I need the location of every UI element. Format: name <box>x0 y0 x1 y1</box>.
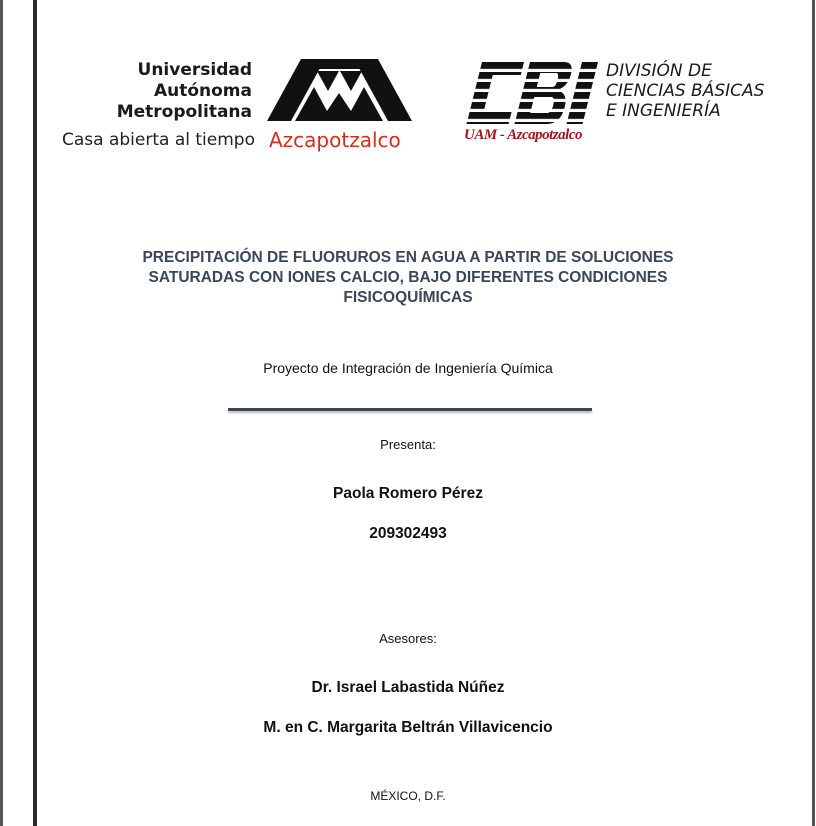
location-label: MÉXICO, D.F. <box>370 789 446 803</box>
advisor-name: M. en C. Margarita Beltrán Villavicencio <box>263 719 553 736</box>
cbi-logo <box>462 57 782 157</box>
advisors-label: Asesores: <box>379 631 437 646</box>
uam-emblem-icon <box>267 59 412 121</box>
page-frame-right-line <box>812 0 815 826</box>
section-divider <box>228 408 592 411</box>
uam-campus-name: Azcapotzalco <box>269 128 401 152</box>
student-id: 209302493 <box>369 525 447 542</box>
cbi-division-name <box>606 61 764 121</box>
thesis-title <box>60 248 756 308</box>
thesis-title-line: PRECIPITACIÓN DE FLUORUROS EN AGUA A PARTIR DE SOLUCIONES <box>142 249 674 266</box>
uam-motto: Casa abierta al tiempo <box>62 130 255 150</box>
uam-logo <box>62 57 422 157</box>
advisor-name: Dr. Israel Labastida Núñez <box>311 679 505 696</box>
cbi-campus-label: UAM - Azcapotzalco <box>464 127 582 143</box>
page-frame-left-line <box>0 0 3 826</box>
cbi-emblem-icon <box>464 62 604 124</box>
cbi-division-line: CIENCIAS BÁSICAS <box>606 81 765 101</box>
project-subtitle: Proyecto de Integración de Ingeniería Química <box>263 360 553 376</box>
cbi-division-line: E INGENIERÍA <box>606 101 721 121</box>
uam-name-line: Autónoma <box>153 81 252 101</box>
uam-name-line: Universidad <box>137 60 252 80</box>
cbi-division-line: DIVISIÓN DE <box>606 61 712 81</box>
thesis-title-line: FISICOQUÍMICAS <box>343 289 473 306</box>
author-name: Paola Romero Pérez <box>333 485 483 502</box>
uam-name <box>117 60 252 123</box>
thesis-title-line: SATURADAS CON IONES CALCIO, BAJO DIFERENTES CONDICIONES <box>148 269 668 286</box>
uam-name-line: Metropolitana <box>116 102 252 122</box>
presenter-label: Presenta: <box>380 437 436 452</box>
